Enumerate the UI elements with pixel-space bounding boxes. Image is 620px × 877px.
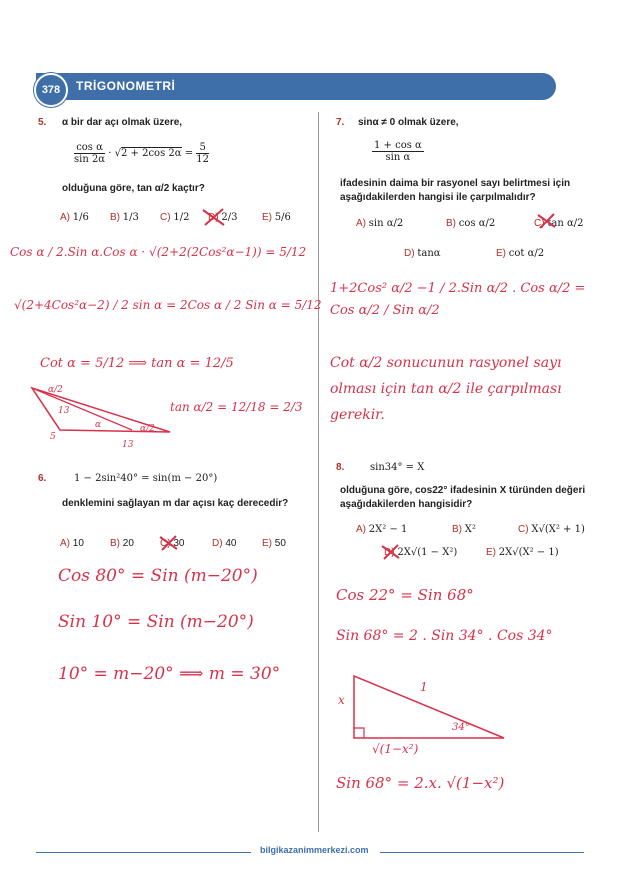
q6-option-c[interactable]: C) 30 [160,538,185,549]
q6-equation: 1 − 2sin²40° = sin(m − 20°) [74,473,218,484]
q5-option-c[interactable]: C) 1/2 [160,212,190,223]
page-number-badge: 378 [34,73,68,107]
q8-option-a[interactable]: A) 2X² − 1 [356,524,408,535]
q6-work-line-3: 10° = m−20° ⟹ m = 30° [58,664,281,684]
q5-work-line-2: √(2+4Cos²α−2) / 2 sin α = 2Cos α / 2 Sin α = 5/12 [14,298,322,312]
q5-triangle-label-2: 13 [58,406,70,416]
q6-option-a[interactable]: A) 10 [60,538,84,549]
q5-triangle-label-3: α [95,420,102,430]
q8-option-e[interactable]: E) 2X√(X² − 1) [486,547,559,558]
q8-triangle-label-hyp: 1 [420,680,428,694]
q7-question: ifadesinin daima bir rasyonel sayı belirtmesi için aşağıdakilerden hangisi ile çarpılmalıdır? [340,178,571,203]
q5-question: olduğuna göre, tan α/2 kaçtır? [62,183,205,194]
q5-triangle-label-1: α/2 [48,385,63,395]
chapter-title: TRİGONOMETRİ [76,79,176,93]
q5-triangle-label-6: α/2 [140,424,155,434]
q5-option-d[interactable]: D) 2/3 [208,212,238,223]
q5-answer-mark-icon [200,206,228,228]
q5-work-line-4: tan α/2 = 12/18 = 2/3 [170,400,303,414]
q6-option-d[interactable]: D) 40 [212,538,237,549]
q6-option-b[interactable]: B) 20 [110,538,134,549]
q6-work-line-1: Cos 80° = Sin (m−20°) [58,566,258,586]
q5-triangle-sketch [20,380,180,450]
q8-work-line-3: Sin 68° = 2.x. √(1−x²) [336,774,505,792]
q5-work-line-3: Cot α = 5/12 ⟹ tan α = 12/5 [40,356,234,371]
q7-expression: $\frac{\text{1 + cos α}}{\text{sin α}}$ [374,140,422,163]
q7-option-c[interactable]: C) tan α/2 [534,218,584,229]
q8-triangle-label-angle: 34° [452,722,470,733]
footer-site: bilgikazanimmerkezi.com [260,845,369,855]
q5-intro: α bir dar açı olmak üzere, [62,117,183,128]
q8-question: olduğuna göre, cos22° ifadesinin X türünden değeri aşağıdakilerden hangisidir? [340,485,586,510]
q7-work-line-1: 1+2Cos² α/2 −1 / 2.Sin α/2 . Cos α/2 = Cos α/2 / Sin α/2 [330,281,586,318]
q7-work-line-2: Cot α/2 sonucunun rasyonel sayı olması için tan α/2 ile çarpılması gerekir. [330,355,562,423]
q8-answer-mark-icon [380,543,402,561]
q8-given: sin34° = X [370,462,425,473]
q6-work-line-2: Sin 10° = Sin (m−20°) [58,612,254,632]
q5-triangle-label-5: 13 [122,440,134,450]
q8-option-c[interactable]: C) X√(X² + 1) [518,524,585,535]
footer-rule-right [380,852,584,853]
q6-number: 6. [38,473,47,484]
q8-option-d[interactable]: D) 2X√(1 − X²) [384,547,458,558]
q6-option-e[interactable]: E) 50 [262,538,286,549]
column-divider [318,112,319,832]
q8-triangle-label-base: √(1−x²) [372,742,419,756]
q8-work-line-2: Sin 68° = 2 . Sin 34° . Cos 34° [336,628,553,644]
q5-equation: $\frac{\text{cos α}}{\sin 2\alpha}$ · √2 + 2cos 2α = $\frac{5}{12}$ [74,142,209,165]
q7-option-d[interactable]: D) tanα [404,248,441,259]
q8-number: 8. [336,462,345,473]
q7-answer-mark-icon [536,212,558,230]
q5-triangle-label-4: 5 [50,432,56,442]
q7-option-a[interactable]: A) sin α/2 [356,218,404,229]
q6-answer-mark-icon [158,534,180,552]
q5-work-line-1: Cos α / 2.Sin α.Cos α · √(2+2(2Cos²α−1)) = 5/12 [10,245,307,259]
q7-option-b[interactable]: B) cos α/2 [446,218,496,229]
q5-option-a[interactable]: A) 1/6 [60,212,89,223]
q8-triangle-label-x: x [338,693,345,707]
q8-option-b[interactable]: B) X² [452,524,476,535]
q5-option-e[interactable]: E) 5/6 [262,212,291,223]
q6-question: denklemini sağlayan m dar açısı kaç derecedir? [62,498,289,509]
q8-work-line-1: Cos 22° = Sin 68° [336,586,474,604]
q5-number: 5. [38,117,47,128]
q7-option-e[interactable]: E) cot α/2 [496,248,545,259]
footer-rule-left [36,852,251,853]
q8-right-triangle-sketch [340,670,520,745]
q7-number: 7. [336,117,345,128]
q7-intro: sinα ≠ 0 olmak üzere, [358,117,459,128]
q5-option-b[interactable]: B) 1/3 [110,212,139,223]
